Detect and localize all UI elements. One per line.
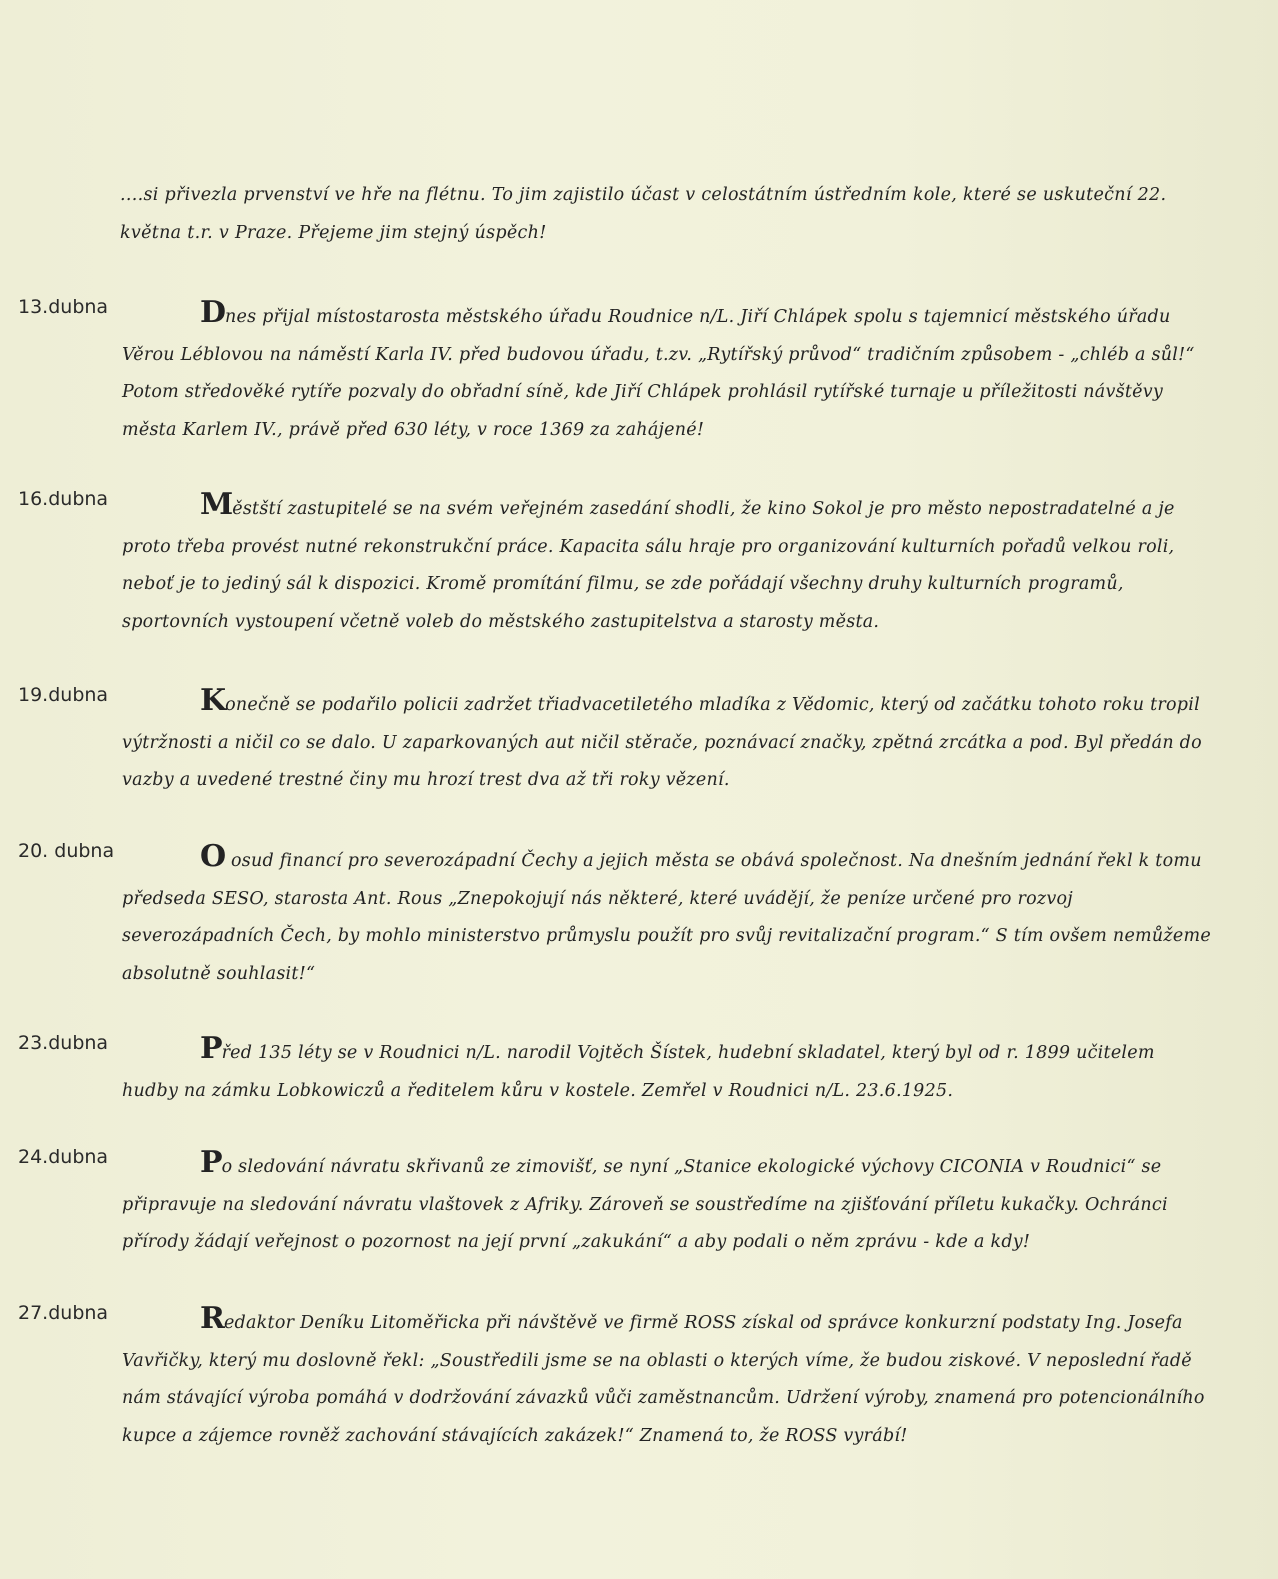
entry-body: osud financí pro severozápadní Čechy a jejich města se obává společnost. Na dnešním jednání řekl k tomu předseda SESO, starosta Ant. Rous „Znepokojují nás některé, které uvádějí, že peníze určené pro rozvoj severozápadních Čech, by mohlo ministerstvo průmyslu použít pro svůj revitalizační program.“ S tím ovšem nemůžeme absolutně souhlasit!“ [122, 851, 1211, 984]
entry-body: nes přijal místostarosta městského úřadu Roudnice n/L. Jiří Chlápek spolu s tajemnicí městského úřadu Věrou Léblovou na náměstí Karla IV. před budovou úřadu, t.zv. „Rytířský průvod“ tradičním způsobem - „chléb a sůl!“ Potom středověké rytíře pozvaly do obřadní síně, kde Jiří Chlápek prohlásil rytířské turnaje u příležitosti návštěvy města Karlem IV., právě před 630 léty, v roce 1369 za zahájené! [122, 307, 1195, 440]
entry-text [122, 1144, 1212, 1262]
entry-date: 24.dubna [18, 1146, 109, 1168]
entry-body: ěstští zastupitelé se na svém veřejném zasedání shodli, že kino Sokol je pro město nepostradatelné a je proto třeba provést nutné rekonstrukční práce. Kapacita sálu hraje pro organizování kulturních pořadů velkou roli, neboť je to jediný sál k dispozici. Kromě promítání filmu, se zde pořádají všechny druhy kulturních programů, sportovních vystoupení včetně voleb do městského zastupitelstva a starosty města. [122, 499, 1175, 632]
entry-initial: P [200, 1031, 222, 1066]
entry-body: o sledování návratu skřivanů ze zimovišť, se nyní „Stanice ekologické výchovy CICONIA v Roudnici“ se připravuje na sledování návratu vlaštovek z Afriky. Zároveň se soustředíme na zjišťování příletu kukačky. Ochránci přírody žádají veřejnost o pozornost na její první „zakukání“ a aby podali o něm zprávu - kde a kdy! [122, 1157, 1168, 1252]
entry-date: 27.dubna [18, 1302, 109, 1324]
entry-text [122, 1030, 1212, 1110]
entry-body: řed 135 léty se v Roudnici n/L. narodil Vojtěch Šístek, hudební skladatel, který byl od r. 1899 učitelem hudby na zámku Lobkowiczů a ředitelem kůru v kostele. Zemřel v Roudnici n/L. 23.6.1925. [122, 1043, 1155, 1101]
entry-date: 20. dubna [18, 840, 115, 862]
entry-date: 19.dubna [18, 684, 109, 706]
entry-date: 13.dubna [18, 296, 109, 318]
entry-initial: M [200, 487, 233, 522]
entry-initial: O [200, 839, 226, 874]
entry-text [122, 838, 1212, 993]
entry-initial: P [200, 1145, 222, 1180]
entry-date: 16.dubna [18, 488, 109, 510]
entry-body: onečně se podařilo policii zadržet třiadvacetiletého mladíka z Vědomic, který od začátku tohoto roku tropil výtržnosti a ničil co se dalo. U zaparkovaných aut ničil stěrače, poznávací značky, zpětná zrcátka a pod. Byl předán do vazby a uvedené trestné činy mu hrozí trest dva až tři roky vězení. [122, 695, 1202, 790]
entry-initial: K [200, 683, 226, 718]
entry-text [122, 486, 1212, 641]
entry-text [122, 1300, 1212, 1455]
entry-date: 23.dubna [18, 1032, 109, 1054]
entry-body: edaktor Deníku Litoměřicka při návštěvě ve firmě ROSS získal od správce konkurzní podstaty Ing. Josefa Vavřičky, který mu doslovně řekl: „Soustředili jsme se na oblasti o kterých víme, že budou ziskové. V neposlední řadě nám stávající výroba pomáhá v dodržování závazků vůči zaměstnancům. Udržení výroby, znamená pro potencionálního kupce a zájemce rovněž zachování stávajících zakázek!“ Znamená to, že ROSS vyrábí! [122, 1313, 1205, 1446]
intro-paragraph: ....si přivezla prvenství ve hře na flétnu. To jim zajistilo účast v celostátním ústředním kole, které se uskuteční 22. května t.r. v Praze. Přejeme jim stejný úspěch! [120, 185, 1167, 243]
entry-initial: R [200, 1301, 224, 1336]
entry-text [122, 682, 1212, 800]
entry-initial: D [200, 295, 226, 330]
entry-text [122, 294, 1212, 449]
